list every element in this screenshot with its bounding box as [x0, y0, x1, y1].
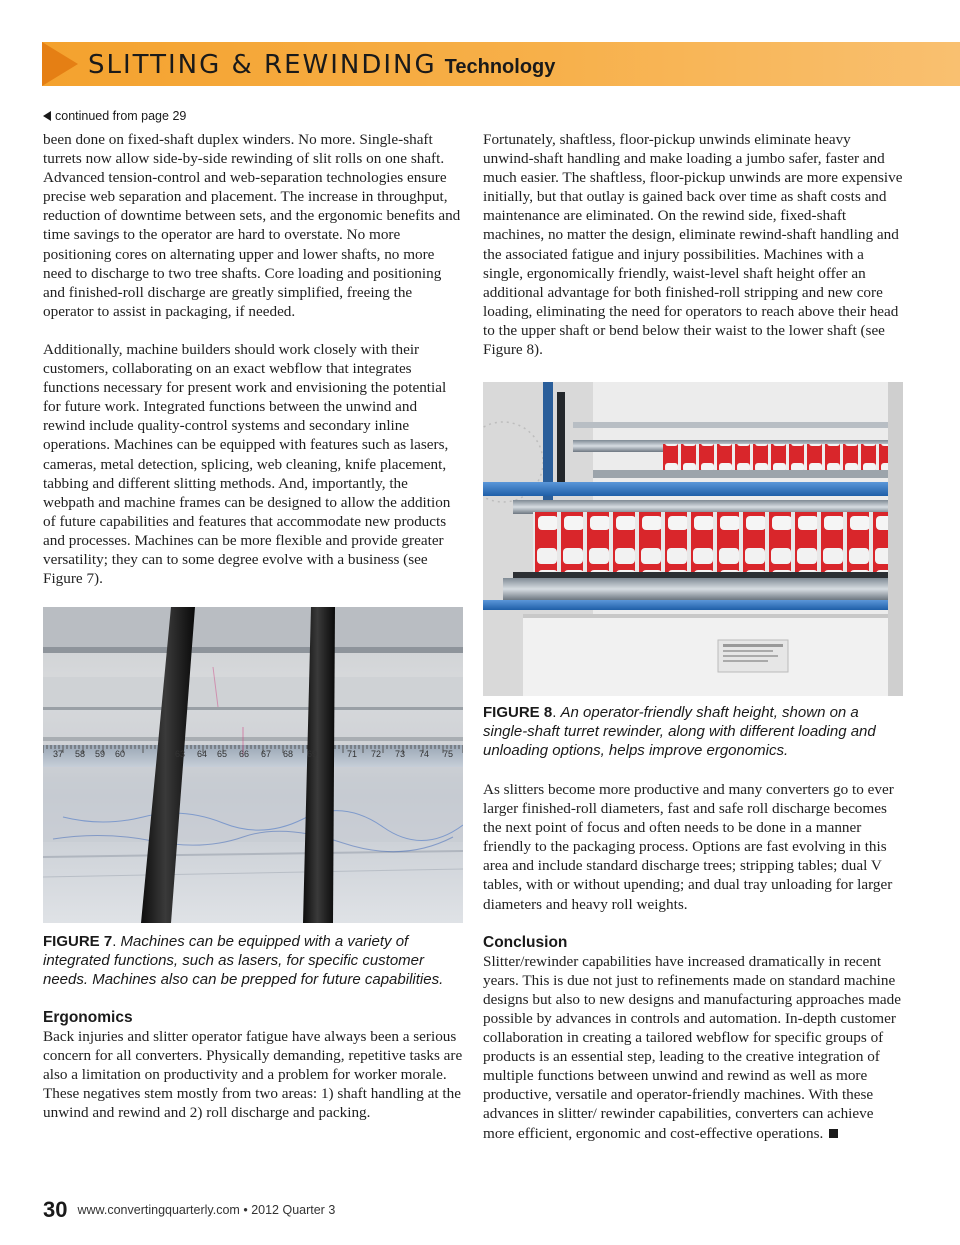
figure-7-label: FIGURE 7 [43, 933, 113, 950]
left-paragraph-1: been done on fixed-shaft duplex winders. No more. Single-shaft turrets now allow side-by-side rewinding of slit rolls on one shaft. Advanced tension-control and web-separation technologies ensure precise web separation and placement. The increase in throughput, reduction of downtime between sets, and the ergonomic benefits and time savings to the operator are hard to overstate. No more positioning cores on alternating upper and lower shafts, no more need to discharge to two tree shafts. Core loading and positioning and finished-roll discharge are greatly simplified, freeing the operator to assist in packaging, if needed. [43, 131, 461, 320]
ruler-label: 63 [175, 749, 186, 759]
right-column-top [483, 130, 903, 359]
arrow-icon [42, 42, 78, 86]
ruler-labels [47, 749, 459, 763]
ruler-label: 65 [217, 749, 228, 759]
right-column-bottom [483, 703, 903, 1143]
ruler-label: 71 [347, 749, 358, 759]
ruler-label: 73 [395, 749, 406, 759]
ruler-label: 68 [283, 749, 294, 759]
ruler-label: 67 [261, 749, 272, 759]
figure-8-caption-text: An operator-friendly shaft height, shown on a single-shaft turret rewinder, along with different loading and unloading options, helps improve ergonomics. [483, 704, 876, 759]
figure-8-photo [483, 382, 903, 696]
continued-link[interactable] [43, 109, 186, 123]
left-paragraph-2: Additionally, machine builders should work closely with their customers, collaborating on an exact webflow that integrates functions necessary for present work and envisioning the potential for future work. Integrated functions between the unwind and rewind include quality-control systems and secondary inline operations. Machines can be equipped with features such as lasers, cameras, metal detection, splicing, web cleaning, knife placement, tabbing and different slitting methods. And, importantly, the webpath and machine frames can be designed to allow the addition of future capabilities and features that accommodate new products and processes. Machines can be more flexible and provide greater versatility; they can to some degree evolve with a business (see Figure 7). [43, 340, 451, 588]
figure-8-illustration [483, 382, 903, 696]
figure-7-caption-text: Machines can be equipped with a variety of integrated functions, such as lasers, for specific customer needs. Machines also can be prepped for future capabilities. [43, 933, 444, 988]
footer [43, 1196, 335, 1224]
figure-7-illustration [43, 607, 463, 923]
right-paragraph-3 [483, 952, 903, 1143]
ruler-label: 37 [53, 749, 64, 759]
figure-8-caption: FIGURE 8. An operator-friendly shaft height, shown on a single-shaft turret rewinder, along with different loading and unloading options, helps improve ergonomics. [483, 704, 876, 759]
conclusion-heading: Conclusion [483, 933, 568, 951]
footer-separator: • [243, 1203, 248, 1217]
section-title [88, 45, 555, 85]
ruler-label: 59 [95, 749, 106, 759]
ruler-label: 69 [307, 749, 318, 759]
ruler-label: 66 [239, 749, 250, 759]
figure-8-label: FIGURE 8 [483, 704, 553, 721]
right-paragraph-2: As slitters become more productive and many converters go to ever larger finished-roll diameters, fast and safe roll discharge becomes the next point of focus and often needs to be done in a manner friendly to the packaging process. Options are fast evolving in this area and include standard discharge trees; stripping tables; dual V tables, with or without upending; and dual tray unloading for larger diameters and heavy roll weights. [483, 781, 894, 913]
footer-issue: 2012 Quarter 3 [251, 1203, 336, 1217]
end-mark-icon [829, 1129, 838, 1138]
triangle-left-icon [43, 111, 51, 121]
figure-7-caption: FIGURE 7. Machines can be equipped with a variety of integrated functions, such as lasers, for specific customer needs. Machines also can be prepped for future capabilities. [43, 933, 444, 988]
ruler-label: 64 [197, 749, 208, 759]
section-title-main: SLITTING & REWINDING [88, 50, 437, 80]
section-title-sub: Technology [444, 56, 556, 78]
right-paragraph-1: Fortunately, shaftless, floor-pickup unwinds eliminate heavy unwind-shaft handling and make loading a jumbo safer, faster and much easier. The shaftless, floor-pickup unwinds are more expensive initially, but that outlay is gained back over time as shaft costs and maintenance are eliminated. On the rewind side, fixed-shaft machines, no matter the design, eliminate rewind-shaft handling and the associated fatigue and injury possibilities. Machines with a single, ergonomically friendly, waist-level shaft height offer an additional advantage for both finished-roll stripping and new core loading, eliminating the need for operators to reach above their head to the upper shaft or bend below their waist to the lower shaft (see Figure 8). [483, 131, 903, 359]
continued-text: continued from page 29 [55, 109, 187, 123]
ruler-label: 75 [443, 749, 454, 759]
ruler-label: 60 [115, 749, 126, 759]
left-paragraph-3: Back injuries and slitter operator fatigue have always been a serious concern for all converters. Physically demanding, repetitive tasks are also a limitation on productivity and a problem for worker morale. These negatives stem mostly from two areas: 1) shaft handling at the unwind and rewind and 2) roll discharge and packing. [43, 1028, 463, 1122]
figure-7-photo [43, 607, 463, 923]
ruler-label: 72 [371, 749, 382, 759]
ergonomics-heading: Ergonomics [43, 1009, 133, 1026]
ruler-label: 58 [75, 749, 86, 759]
left-column-top [43, 130, 463, 588]
right-paragraph-3-text: Slitter/rewinder capabilities have increased dramatically in recent years. This is due not just to refinements made on standard machine designs but also to new designs and manufacturing approaches made possible by advances in controls and automation. In-depth customer collaboration in creating a tailored webflow for specific groups of products is an essential step, leading to the creative integration of multiple functions between unwind and rewind as well as more productive, versatile and operator-friendly machines. With these advances in slitter/ rewinder capabilities, converters can achieve more efficient, ergonomic and cost-effective operations. [483, 952, 901, 1142]
left-column-bottom [43, 932, 463, 1122]
footer-website[interactable]: www.convertingquarterly.com [77, 1203, 240, 1217]
page-number: 30 [43, 1197, 68, 1222]
ruler-label: 74 [419, 749, 430, 759]
